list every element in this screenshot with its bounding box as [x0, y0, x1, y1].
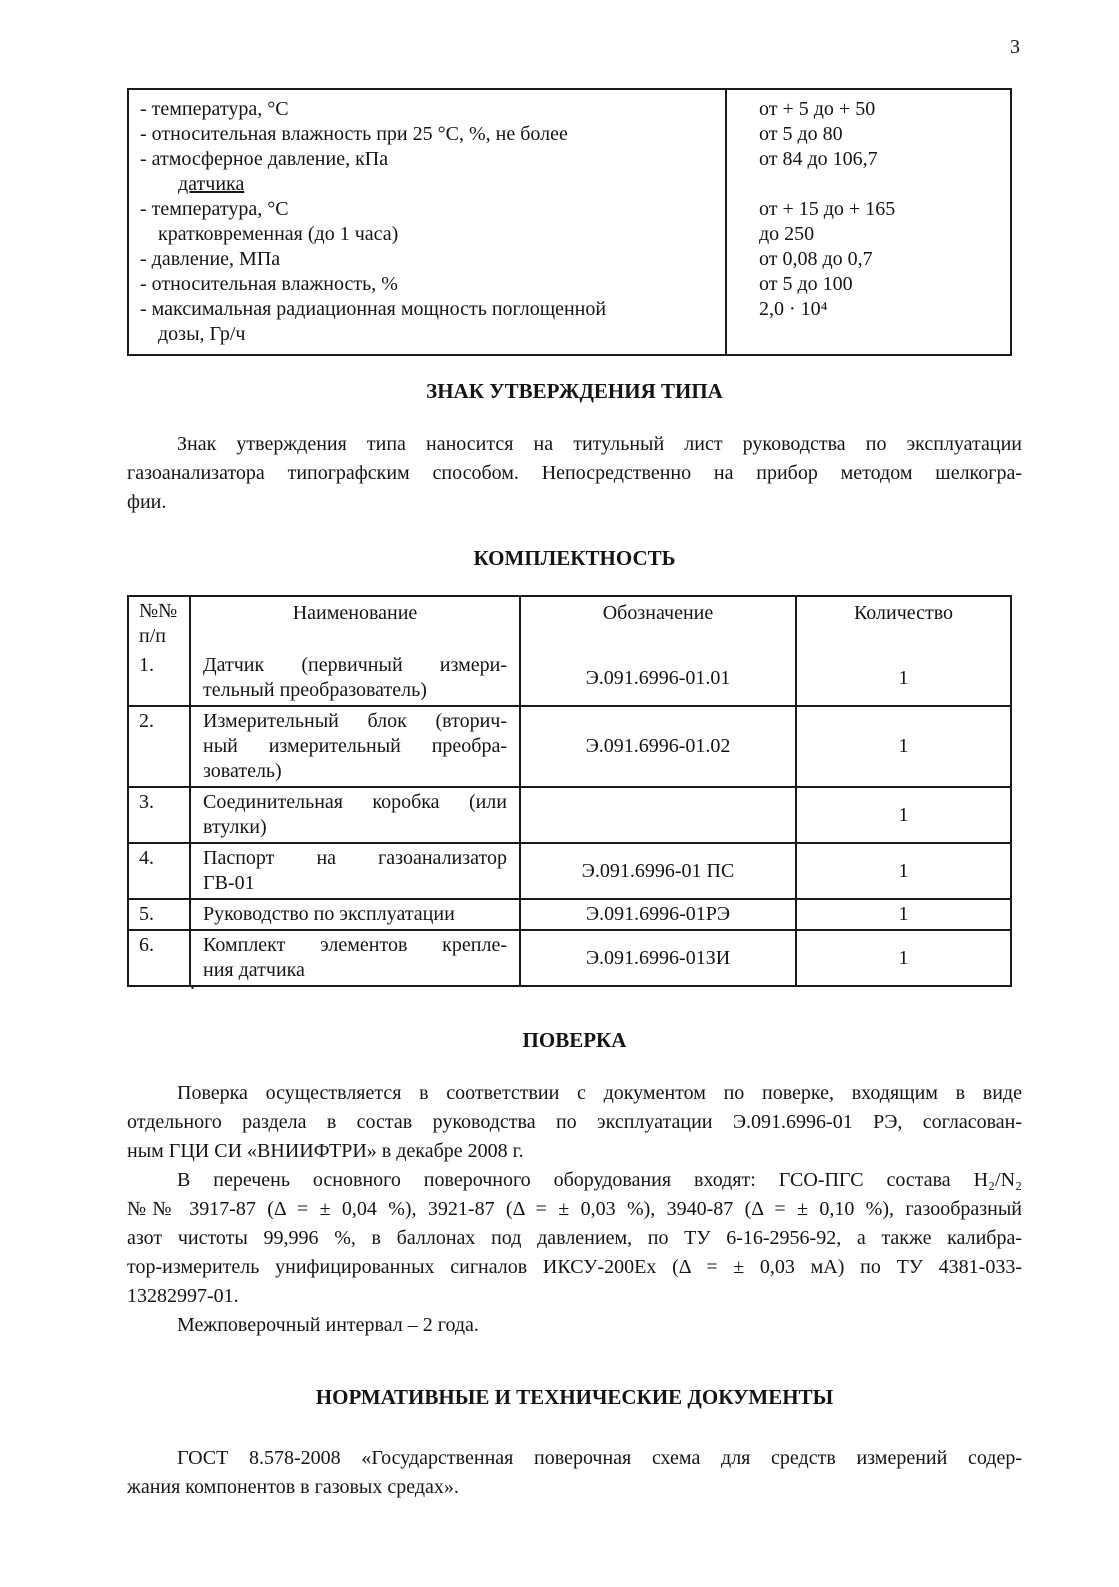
completeness-row [129, 929, 1010, 985]
type-approval-paragraph [127, 430, 1022, 517]
cell-qty: 1 [898, 946, 909, 969]
spec-parameter: - относительная влажность при 25 °С, %, не более [140, 123, 568, 145]
cell-num: 2. [129, 707, 191, 786]
header-num-line1: №№ [139, 600, 178, 622]
spec-parameter: - атмосферное давление, кПа [140, 148, 389, 170]
text-line: ГОСТ 8.578-2008 «Государственная поверочная схема для средств измерений содер- [177, 1447, 1022, 1469]
text-line: ный измерительный преобра- [203, 735, 507, 757]
cell-num: 3. [129, 788, 191, 842]
spec-value [759, 322, 1010, 347]
section-heading-type-approval: ЗНАК УТВЕРЖДЕНИЯ ТИПА [426, 379, 723, 403]
spec-table-values-column [727, 90, 1010, 354]
text-line: втулки) [203, 816, 267, 838]
cell-qty: 1 [898, 859, 909, 882]
text-line: Датчик (первичный измери- [203, 654, 507, 676]
spec-parameter: кратковременная (до 1 часа) [158, 223, 399, 245]
verification-paragraph-1 [127, 1079, 1022, 1166]
spec-parameter: - температура, °С [140, 98, 289, 120]
cell-name [191, 931, 521, 985]
verification-paragraph-2 [127, 1166, 1022, 1311]
spec-parameter: датчика [178, 173, 245, 195]
text-line: Знак утверждения типа наносится на титульный лист руководства по эксплуатации [177, 433, 1022, 455]
spec-value: от 0,08 до 0,7 [759, 248, 873, 270]
completeness-body [129, 651, 1010, 985]
text-line: ным ГЦИ СИ «ВНИИФТРИ» в декабре 2008 г. [127, 1140, 524, 1162]
spec-value: от 84 до 106,7 [759, 148, 878, 170]
cell-qty: 1 [898, 803, 909, 826]
page-content [127, 0, 1022, 1502]
text-line: ния датчика [203, 959, 305, 981]
cell-code [521, 788, 797, 842]
spec-parameter: - температура, °С [140, 198, 289, 220]
cell-num: 1. [129, 651, 191, 705]
cell-code: Э.091.6996-01РЭ [521, 900, 797, 929]
completeness-row [129, 786, 1010, 842]
spec-parameter: - максимальная радиационная мощность поглощенной [140, 298, 607, 320]
cell-num: 5. [129, 900, 191, 929]
completeness-row [129, 651, 1010, 705]
cell-qty: 1 [898, 666, 909, 689]
cell-name [191, 900, 521, 929]
text-line: тельный преобразователь) [203, 679, 427, 701]
cell-code: Э.091.6996-01.02 [521, 707, 797, 786]
spec-value: от 5 до 80 [759, 123, 843, 145]
text-line: №№ 3917-87 (Δ = ± 0,04 %), 3921-87 (Δ = ± 0,03 %), 3940-87 (Δ = ± 0,10 %), газообразный [127, 1198, 1022, 1220]
normative-paragraph [127, 1444, 1022, 1502]
spec-value: от 5 до 100 [759, 273, 853, 295]
cell-code: Э.091.6996-01.01 [521, 651, 797, 705]
completeness-row [129, 842, 1010, 898]
cell-num: 4. [129, 844, 191, 898]
text-line: тор-измеритель унифицированных сигналов ИКСУ-200Ех (Δ = ± 0,03 мА) по ТУ 4381-033- [127, 1256, 1022, 1278]
cell-name [191, 651, 521, 705]
text-line: отдельного раздела в состав руководства по эксплуатации Э.091.6996-01 РЭ, согласован- [127, 1111, 1022, 1133]
cell-name [191, 788, 521, 842]
section-heading-verification: ПОВЕРКА [522, 1028, 627, 1052]
text-line: жания компонентов в газовых средах». [127, 1476, 459, 1498]
text-line: Измерительный блок (вторич- [203, 710, 507, 732]
page-number: 3 [1010, 36, 1020, 58]
verification-paragraph-3 [127, 1311, 1022, 1340]
completeness-row [129, 898, 1010, 929]
text-line: зователь) [203, 760, 282, 782]
header-num-line2: п/п [139, 625, 166, 647]
spec-parameter: - давление, МПа [140, 248, 281, 270]
completeness-row [129, 705, 1010, 786]
text-line: Поверка осуществляется в соответствии с документом по поверке, входящим в виде [177, 1082, 1022, 1104]
text-line: фии. [127, 491, 167, 513]
cell-num: 6. [129, 931, 191, 985]
completeness-table [127, 595, 1012, 987]
text-line: Паспорт на газоанализатор [203, 847, 507, 869]
section-heading-completeness: КОМПЛЕКТНОСТЬ [473, 546, 676, 570]
text-line: газоанализатора типографским способом. Непосредственно на прибор методом шелкогра- [127, 462, 1022, 484]
cell-name [191, 844, 521, 898]
text-line: азот чистоты 99,996 %, в баллонах под давлением, по ТУ 6-16-2956-92, а также калибра- [127, 1227, 1022, 1249]
header-cell-qty: Количество [853, 602, 954, 624]
header-cell-name: Наименование [191, 597, 521, 651]
cell-qty: 1 [898, 735, 909, 757]
spec-value: до 250 [759, 223, 815, 245]
cell-code: Э.091.6996-01 ПС [521, 844, 797, 898]
header-cell-num [129, 597, 191, 651]
text-line: ГВ-01 [203, 872, 255, 894]
spec-value [759, 172, 1010, 197]
stray-period-mark: . [190, 972, 195, 994]
text-line: 13282997-01. [127, 1285, 239, 1307]
text-line: В перечень основного поверочного оборудования входят: ГСО-ПГС состава H₂/N₂ [177, 1169, 1022, 1191]
spec-parameter: дозы, Гр/ч [158, 323, 246, 345]
text-line: Комплект элементов крепле- [203, 934, 507, 956]
spec-value: от + 15 до + 165 [759, 198, 896, 220]
cell-code: Э.091.6996-01ЗИ [521, 931, 797, 985]
text-line: Межповерочный интервал – 2 года. [177, 1314, 479, 1336]
cell-name [191, 707, 521, 786]
text-line: Руководство по эксплуатации [203, 903, 455, 925]
spec-value: от + 5 до + 50 [759, 98, 876, 120]
cell-qty: 1 [898, 903, 909, 925]
spec-parameter: - относительная влажность, % [140, 273, 398, 295]
section-heading-normative: НОРМАТИВНЫЕ И ТЕХНИЧЕСКИЕ ДОКУМЕНТЫ [315, 1385, 834, 1409]
operating-conditions-table [127, 88, 1012, 356]
spec-table-params-column [129, 90, 727, 354]
spec-value: 2,0 · 10⁴ [759, 298, 828, 320]
completeness-header-row [129, 597, 1010, 651]
text-line: Соединительная коробка (или [203, 791, 507, 813]
header-cell-code: Обозначение [521, 597, 797, 651]
